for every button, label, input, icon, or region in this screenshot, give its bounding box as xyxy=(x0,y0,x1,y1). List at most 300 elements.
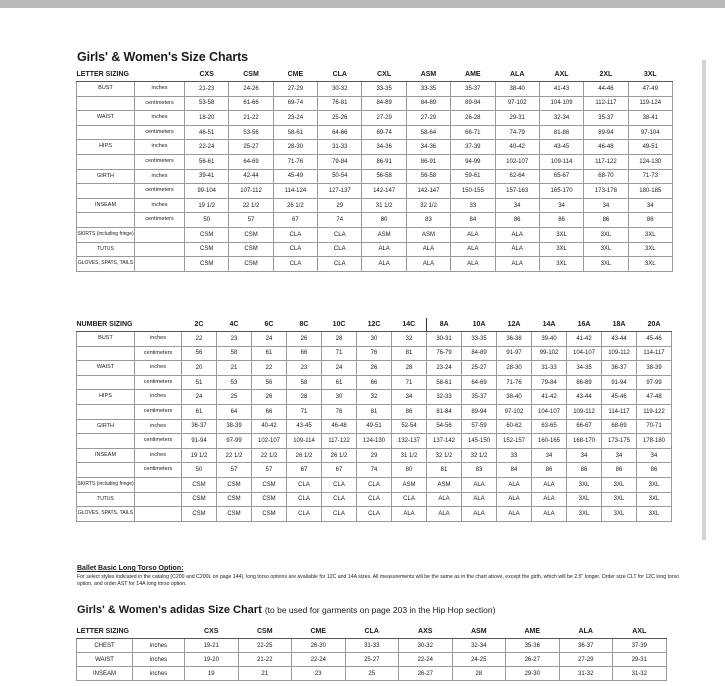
size-value: 45-46 xyxy=(637,332,672,347)
size-value: 29-31 xyxy=(613,653,667,667)
size-value: 35-37 xyxy=(451,82,495,97)
size-value: 89-94 xyxy=(451,96,495,111)
adidas-measure-row xyxy=(77,639,667,653)
size-value: 25-27 xyxy=(345,653,399,667)
size-value: 145-150 xyxy=(462,434,497,449)
size-value: 31-33 xyxy=(345,639,399,653)
number-size-header: 8C xyxy=(287,318,322,332)
letter-measure-row xyxy=(77,111,673,126)
size-value: 38-40 xyxy=(495,82,539,97)
size-value: 21-22 xyxy=(229,111,273,126)
adidas-size-header: AME xyxy=(506,625,560,639)
garment-size-value: 3XL xyxy=(539,257,583,272)
size-value: 63-65 xyxy=(532,419,567,434)
garment-size-value: ALA xyxy=(462,477,497,492)
adidas-size-header: CSM xyxy=(238,625,292,639)
letter-garment-row xyxy=(77,227,673,242)
number-garment-row xyxy=(77,492,672,507)
unit-label: centimeters xyxy=(135,346,182,361)
garment-size-value: CSM xyxy=(252,477,287,492)
size-value: 32 1/2 xyxy=(462,448,497,463)
size-value: 26 xyxy=(357,361,392,376)
size-value: 81-84 xyxy=(427,404,462,419)
size-value: 21-22 xyxy=(238,653,292,667)
size-value: 119-122 xyxy=(637,404,672,419)
letter-heading: LETTER SIZING xyxy=(77,68,185,82)
size-value: 37-39 xyxy=(613,639,667,653)
garment-size-value: ASM xyxy=(406,227,450,242)
size-value: 109-114 xyxy=(539,154,583,169)
garment-size-value: ALA xyxy=(427,507,462,522)
garment-label: SKIRTS (including fringe) xyxy=(77,227,135,242)
unit-label: inches xyxy=(133,653,185,667)
size-value: 28-30 xyxy=(273,140,317,155)
size-value: 54-56 xyxy=(427,419,462,434)
adidas-subtitle: (to be used for garments on page 203 in the Hip Hop section) xyxy=(264,605,496,615)
size-value: 45-49 xyxy=(273,169,317,184)
size-value: 66-71 xyxy=(451,125,495,140)
size-value: 41-42 xyxy=(567,332,602,347)
measure-label: HIPS xyxy=(77,390,135,405)
size-value: 32 xyxy=(392,332,427,347)
size-value: 34 xyxy=(584,198,628,213)
long-torso-note-body: For select styles indicated in the catalog (C200 and C200L on page 144), long torso options are available for 12C and 14A sizes. All measurements will be the same as in the chart above, except the girth, which will be 2.5" longer. Order size CLT for 12C long torso option, and order AST for 14A long torso option. xyxy=(77,574,680,587)
size-value: 79-84 xyxy=(532,375,567,390)
garment-label: GLOVES, SPATS, TAILS xyxy=(77,507,135,522)
size-value: 25-27 xyxy=(462,361,497,376)
garment-size-value: ALA xyxy=(532,492,567,507)
number-size-header: 20A xyxy=(637,318,672,332)
letter-measure-row xyxy=(77,184,673,199)
measure-label: INSEAM xyxy=(77,198,135,213)
size-value: 74-79 xyxy=(495,125,539,140)
unit-label: inches xyxy=(135,198,185,213)
size-value: 71 xyxy=(287,404,322,419)
blank-cell xyxy=(135,507,182,522)
size-value: 56 xyxy=(252,375,287,390)
measure-label: WAIST xyxy=(77,361,135,376)
size-value: 109-112 xyxy=(602,346,637,361)
number-size-header: 4C xyxy=(217,318,252,332)
unit-label: inches xyxy=(135,419,182,434)
size-value: 61 xyxy=(252,346,287,361)
garment-size-value: CLA xyxy=(318,227,362,242)
size-value: 26-27 xyxy=(506,653,560,667)
garment-size-value: CLA xyxy=(273,242,317,257)
letter-garment-row xyxy=(77,257,673,272)
size-value: 173-175 xyxy=(602,434,637,449)
size-value: 49-51 xyxy=(628,140,672,155)
size-value: 71-73 xyxy=(628,169,672,184)
size-value: 41-42 xyxy=(532,390,567,405)
size-value: 22-24 xyxy=(399,653,453,667)
garment-size-value: CSM xyxy=(252,507,287,522)
size-value: 107-112 xyxy=(229,184,273,199)
measure-label xyxy=(77,125,135,140)
garment-size-value: 3XL xyxy=(628,242,672,257)
size-value: 47-49 xyxy=(628,82,672,97)
size-value: 26 1/2 xyxy=(322,448,357,463)
size-value: 30-32 xyxy=(399,639,453,653)
size-value: 119-124 xyxy=(628,96,672,111)
size-value: 86 xyxy=(637,463,672,478)
garment-size-value: 3XL xyxy=(539,242,583,257)
garment-size-value: CSM xyxy=(182,477,217,492)
size-value: 86 xyxy=(628,213,672,228)
number-measure-row xyxy=(77,419,672,434)
size-value: 43-45 xyxy=(287,419,322,434)
size-value: 57 xyxy=(217,463,252,478)
size-value: 97-99 xyxy=(217,434,252,449)
unit-label: inches xyxy=(135,111,185,126)
garment-size-value: CLA xyxy=(322,507,357,522)
size-value: 69-74 xyxy=(273,96,317,111)
size-value: 37-39 xyxy=(451,140,495,155)
size-value: 31 1/2 xyxy=(392,448,427,463)
size-value: 25-26 xyxy=(318,111,362,126)
size-value: 79-84 xyxy=(318,154,362,169)
size-value: 86-91 xyxy=(362,154,406,169)
garment-size-value: CLA xyxy=(392,492,427,507)
size-value: 18-20 xyxy=(185,111,229,126)
size-value: 114-117 xyxy=(602,404,637,419)
size-value: 32 1/2 xyxy=(406,198,450,213)
size-value: 19 xyxy=(185,667,239,681)
top-bar xyxy=(0,0,725,8)
size-value: 84-89 xyxy=(462,346,497,361)
garment-size-value: 3XL xyxy=(602,492,637,507)
size-value: 35-37 xyxy=(462,390,497,405)
letter-size-header: CSM xyxy=(229,68,273,82)
size-value: 50 xyxy=(185,213,229,228)
unit-label: centimeters xyxy=(135,375,182,390)
size-value: 104-107 xyxy=(532,404,567,419)
size-value: 56 xyxy=(182,346,217,361)
number-measure-row xyxy=(77,448,672,463)
size-value: 99-102 xyxy=(532,346,567,361)
size-value: 81 xyxy=(427,463,462,478)
size-value: 36-37 xyxy=(602,361,637,376)
size-value: 22-24 xyxy=(292,653,346,667)
number-measure-row xyxy=(77,332,672,347)
unit-label: inches xyxy=(135,169,185,184)
size-value: 23-24 xyxy=(427,361,462,376)
size-value: 24 xyxy=(322,361,357,376)
size-value: 173-178 xyxy=(584,184,628,199)
size-value: 19 1/2 xyxy=(185,198,229,213)
size-value: 32 xyxy=(357,390,392,405)
size-value: 53-58 xyxy=(185,96,229,111)
garment-size-value: ALA xyxy=(497,492,532,507)
size-value: 24-25 xyxy=(452,653,506,667)
garment-size-value: 3XL xyxy=(637,477,672,492)
size-value: 22 1/2 xyxy=(252,448,287,463)
unit-label: centimeters xyxy=(135,96,185,111)
garment-size-value: CSM xyxy=(229,242,273,257)
size-value: 180-185 xyxy=(628,184,672,199)
number-size-header: 2C xyxy=(182,318,217,332)
size-value: 58-61 xyxy=(273,125,317,140)
size-value: 28-30 xyxy=(497,361,532,376)
number-measure-row xyxy=(77,404,672,419)
letter-sizing-table xyxy=(76,68,673,272)
size-value: 34 xyxy=(637,448,672,463)
garment-size-value: CLA xyxy=(318,257,362,272)
garment-size-value: ALA xyxy=(532,477,567,492)
unit-label: centimeters xyxy=(135,213,185,228)
size-value: 28 xyxy=(392,361,427,376)
scroll-edge xyxy=(702,60,706,540)
size-value: 89-94 xyxy=(584,125,628,140)
size-value: 69-74 xyxy=(362,125,406,140)
size-value: 109-114 xyxy=(287,434,322,449)
size-value: 84 xyxy=(497,463,532,478)
size-value: 58 xyxy=(217,346,252,361)
garment-label: TUTUS xyxy=(77,492,135,507)
size-value: 61 xyxy=(182,404,217,419)
blank-cell xyxy=(135,242,185,257)
size-value: 102-107 xyxy=(252,434,287,449)
size-value: 91-94 xyxy=(602,375,637,390)
letter-size-header: AXL xyxy=(539,68,583,82)
unit-label: inches xyxy=(135,448,182,463)
size-value: 86-89 xyxy=(567,375,602,390)
size-value: 31-33 xyxy=(532,361,567,376)
size-value: 43-44 xyxy=(602,332,637,347)
size-value: 62-64 xyxy=(495,169,539,184)
garment-size-value: CSM xyxy=(182,507,217,522)
size-value: 112-117 xyxy=(584,96,628,111)
number-heading: NUMBER SIZING xyxy=(77,318,182,332)
size-value: 38-39 xyxy=(637,361,672,376)
letter-measure-row xyxy=(77,213,673,228)
size-value: 49-51 xyxy=(357,419,392,434)
unit-label: centimeters xyxy=(135,404,182,419)
blank-cell xyxy=(135,227,185,242)
size-value: 66 xyxy=(357,375,392,390)
size-value: 97-104 xyxy=(628,125,672,140)
size-value: 86 xyxy=(602,463,637,478)
unit-label: centimeters xyxy=(135,184,185,199)
number-measure-row xyxy=(77,463,672,478)
size-value: 38-40 xyxy=(497,390,532,405)
garment-label: GLOVES, SPATS, TAILS xyxy=(77,257,135,272)
size-value: 152-157 xyxy=(497,434,532,449)
size-value: 68-69 xyxy=(602,419,637,434)
letter-size-header: 3XL xyxy=(628,68,672,82)
size-value: 109-112 xyxy=(567,404,602,419)
size-value: 61-66 xyxy=(229,96,273,111)
measure-label xyxy=(77,404,135,419)
size-value: 86 xyxy=(392,404,427,419)
size-value: 25-27 xyxy=(229,140,273,155)
size-value: 28 xyxy=(452,667,506,681)
adidas-size-header: ASM xyxy=(452,625,506,639)
size-value: 26 xyxy=(252,390,287,405)
garment-size-value: CSM xyxy=(185,257,229,272)
garment-size-value: 3XL xyxy=(637,507,672,522)
number-measure-row xyxy=(77,434,672,449)
size-value: 94-99 xyxy=(451,154,495,169)
size-value: 64-69 xyxy=(229,154,273,169)
adidas-header-row xyxy=(77,625,667,639)
size-value: 97-99 xyxy=(637,375,672,390)
size-value: 157-163 xyxy=(495,184,539,199)
garment-size-value: ALA xyxy=(462,492,497,507)
size-value: 89-94 xyxy=(462,404,497,419)
garment-size-value: CSM xyxy=(185,242,229,257)
size-value: 84-89 xyxy=(362,96,406,111)
size-value: 97-102 xyxy=(497,404,532,419)
garment-size-value: 3XL xyxy=(602,477,637,492)
size-value: 64 xyxy=(217,404,252,419)
size-value: 30 xyxy=(357,332,392,347)
adidas-measure-row xyxy=(77,653,667,667)
size-value: 86 xyxy=(539,213,583,228)
size-value: 52-54 xyxy=(392,419,427,434)
size-value: 91-94 xyxy=(182,434,217,449)
blank-cell xyxy=(135,492,182,507)
measure-label: INSEAM xyxy=(77,667,133,681)
garment-size-value: ALA xyxy=(451,257,495,272)
size-value: 26-28 xyxy=(451,111,495,126)
size-value: 117-122 xyxy=(584,154,628,169)
size-value: 36-37 xyxy=(182,419,217,434)
number-measure-row xyxy=(77,346,672,361)
size-value: 42-44 xyxy=(229,169,273,184)
size-value: 81 xyxy=(392,346,427,361)
number-sizing-table xyxy=(76,318,672,522)
size-value: 58-64 xyxy=(406,125,450,140)
size-value: 67 xyxy=(287,463,322,478)
garment-size-value: CLA xyxy=(287,507,322,522)
adidas-size-table xyxy=(76,625,667,681)
size-value: 71 xyxy=(392,375,427,390)
size-value: 86-91 xyxy=(406,154,450,169)
size-value: 22 xyxy=(182,332,217,347)
size-value: 40-42 xyxy=(252,419,287,434)
size-value: 127-137 xyxy=(318,184,362,199)
size-value: 28 xyxy=(322,332,357,347)
size-value: 21-23 xyxy=(185,82,229,97)
size-value: 19-20 xyxy=(185,653,239,667)
size-value: 40-42 xyxy=(495,140,539,155)
size-value: 35-36 xyxy=(506,639,560,653)
size-value: 64-66 xyxy=(318,125,362,140)
size-value: 27-29 xyxy=(559,653,613,667)
size-value: 19-21 xyxy=(185,639,239,653)
garment-size-value: CLA xyxy=(318,242,362,257)
size-value: 30-32 xyxy=(318,82,362,97)
letter-measure-row xyxy=(77,96,673,111)
size-value: 84 xyxy=(451,213,495,228)
size-value: 58-61 xyxy=(427,375,462,390)
number-measure-row xyxy=(77,375,672,390)
size-value: 66-67 xyxy=(567,419,602,434)
size-value: 57 xyxy=(252,463,287,478)
garment-size-value: ALA xyxy=(451,227,495,242)
garment-size-value: 3XL xyxy=(628,257,672,272)
measure-label xyxy=(77,463,135,478)
size-value: 33-35 xyxy=(406,82,450,97)
letter-measure-row xyxy=(77,82,673,97)
size-value: 25 xyxy=(217,390,252,405)
garment-size-value: ASM xyxy=(427,477,462,492)
size-value: 84-89 xyxy=(406,96,450,111)
size-value: 71 xyxy=(322,346,357,361)
size-value: 29 xyxy=(318,198,362,213)
garment-size-value: CLA xyxy=(322,477,357,492)
unit-label: inches xyxy=(133,667,185,681)
size-value: 22-25 xyxy=(238,639,292,653)
size-value: 50-54 xyxy=(318,169,362,184)
size-value: 23 xyxy=(217,332,252,347)
garment-size-value: CSM xyxy=(252,492,287,507)
size-value: 33 xyxy=(451,198,495,213)
number-size-header: 16A xyxy=(567,318,602,332)
garment-size-value: ALA xyxy=(497,507,532,522)
size-value: 51 xyxy=(182,375,217,390)
size-value: 34 xyxy=(567,448,602,463)
number-size-header: 10A xyxy=(462,318,497,332)
adidas-measure-row xyxy=(77,667,667,681)
garment-size-value: ASM xyxy=(392,477,427,492)
size-value: 33 xyxy=(497,448,532,463)
garment-size-value: CSM xyxy=(217,507,252,522)
measure-label xyxy=(77,213,135,228)
size-value: 44-46 xyxy=(584,82,628,97)
size-value: 24 xyxy=(252,332,287,347)
size-value: 65-67 xyxy=(539,169,583,184)
size-value: 58 xyxy=(287,375,322,390)
size-value: 132-137 xyxy=(392,434,427,449)
garment-size-value: 3XL xyxy=(539,227,583,242)
size-value: 86 xyxy=(532,463,567,478)
size-value: 46-51 xyxy=(185,125,229,140)
size-value: 25 xyxy=(345,667,399,681)
size-value: 27-29 xyxy=(273,82,317,97)
size-value: 83 xyxy=(406,213,450,228)
size-value: 36-37 xyxy=(559,639,613,653)
size-value: 86 xyxy=(495,213,539,228)
size-value: 22-24 xyxy=(185,140,229,155)
garment-size-value: CLA xyxy=(287,477,322,492)
size-value: 21 xyxy=(217,361,252,376)
measure-label xyxy=(77,346,135,361)
long-torso-note-title: Ballet Basic Long Torso Option: xyxy=(77,565,184,572)
letter-size-header: ALA xyxy=(495,68,539,82)
size-value: 97-102 xyxy=(495,96,539,111)
size-value: 34-36 xyxy=(362,140,406,155)
size-value: 28 xyxy=(287,390,322,405)
size-value: 27-29 xyxy=(406,111,450,126)
letter-measure-row xyxy=(77,154,673,169)
size-value: 86 xyxy=(584,213,628,228)
size-value: 81-86 xyxy=(539,125,583,140)
size-value: 33-35 xyxy=(462,332,497,347)
size-value: 31-32 xyxy=(559,667,613,681)
size-value: 53-56 xyxy=(229,125,273,140)
size-value: 165-170 xyxy=(539,184,583,199)
measure-label xyxy=(77,96,135,111)
adidas-title-text: Girls' & Women's adidas Size Chart xyxy=(77,604,262,616)
size-value: 56-58 xyxy=(362,169,406,184)
size-value: 26 1/2 xyxy=(273,198,317,213)
size-value: 36-38 xyxy=(497,332,532,347)
size-value: 23 xyxy=(287,361,322,376)
size-value: 104-107 xyxy=(567,346,602,361)
size-value: 124-130 xyxy=(628,154,672,169)
